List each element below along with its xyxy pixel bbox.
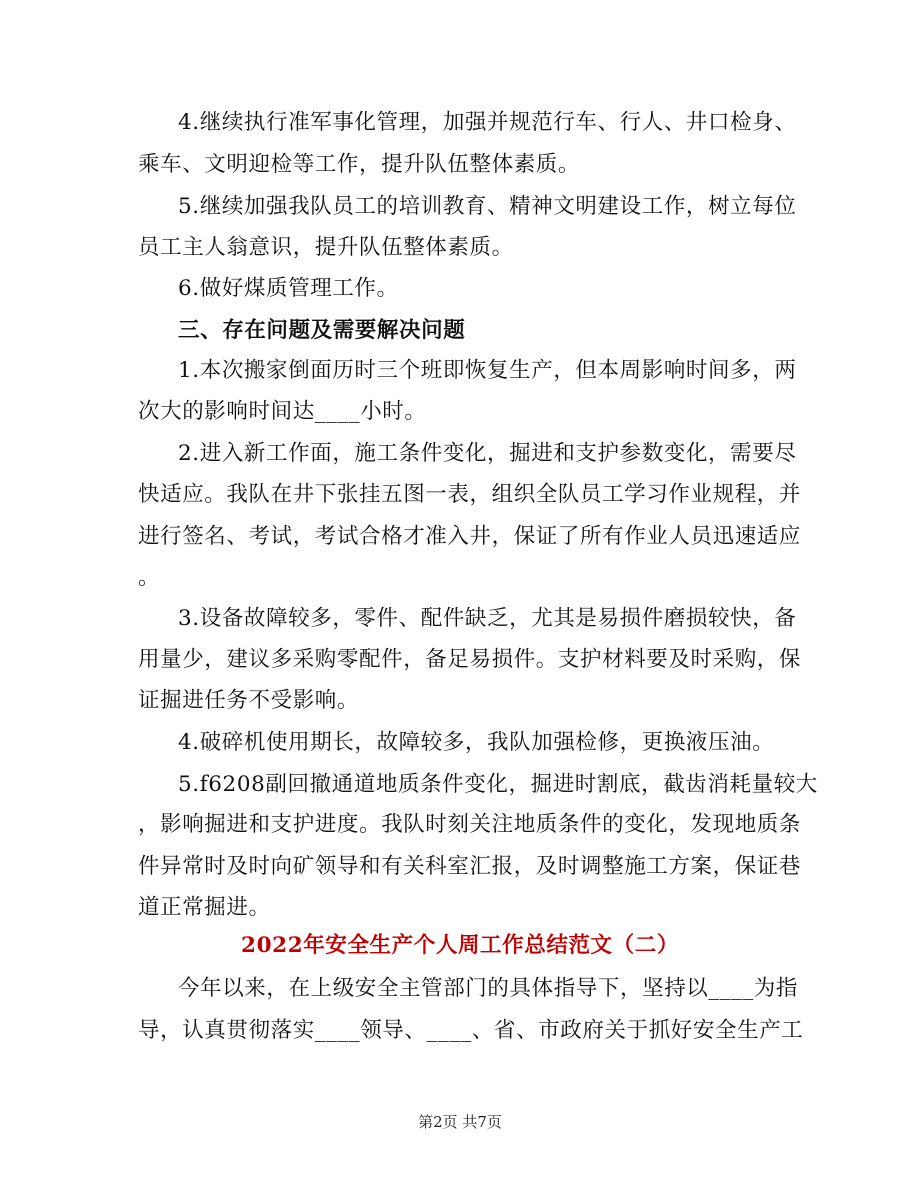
problem-3-line-1: 3.设备故障较多，零件、配件缺乏，尤其是易损件磨损较快，备 bbox=[178, 606, 797, 631]
problem-5-line-1: 5.f6208副回撤通道地质条件变化，掘进时割底，截齿消耗量较大 bbox=[178, 772, 818, 797]
item-5-line-2: 员工主人翁意识，提升队伍整体素质。 bbox=[138, 235, 514, 260]
problem-3-line-3: 证掘进任务不受影响。 bbox=[138, 688, 360, 713]
problem-5-line-2: ，影响掘进和支护进度。我队时刻关注地质条件的变化，发现地质条 bbox=[138, 812, 802, 837]
item-5-line-1: 5.继续加强我队员工的培训教育、精神文明建设工作，树立每位 bbox=[178, 194, 797, 219]
problem-2-line-3: 进行签名、考试，考试合格才准入井，保证了所有作业人员迅速适应 bbox=[138, 524, 802, 549]
item-4-line-1: 4.继续执行准军事化管理，加强并规范行车、行人、井口检身、 bbox=[178, 110, 797, 135]
problem-4-line-1: 4.破碎机使用期长，故障较多，我队加强检修，更换液压油。 bbox=[178, 730, 775, 755]
problem-2-line-2: 快适应。我队在井下张挂五图一表，组织全队员工学习作业规程，并 bbox=[138, 482, 802, 507]
intro-line-2: 导，认真贯彻落实____领导、____、省、市政府关于抓好安全生产工 bbox=[138, 1018, 804, 1043]
problem-5-line-4: 道正常掘进。 bbox=[138, 895, 271, 920]
problem-1-line-2: 次大的影响时间达____小时。 bbox=[138, 399, 427, 424]
problem-5-line-3: 件异常时及时向矿领导和有关科室汇报，及时调整施工方案，保证巷 bbox=[138, 854, 802, 879]
problem-2-line-4: 。 bbox=[138, 565, 161, 590]
problem-2-line-1: 2.进入新工作面，施工条件变化，掘进和支护参数变化，需要尽 bbox=[178, 441, 797, 466]
item-6-line-1: 6.做好煤质管理工作。 bbox=[178, 276, 399, 301]
document-title: 2022年安全生产个人周工作总结范文（二） bbox=[241, 933, 679, 958]
page-number-footer: 第2页 共7页 bbox=[418, 1113, 502, 1131]
section-heading: 三、存在问题及需要解决问题 bbox=[178, 318, 466, 343]
problem-3-line-2: 用量少，建议多采购零配件，备足易损件。支护材料要及时采购，保 bbox=[138, 647, 802, 672]
problem-1-line-1: 1.本次搬家倒面历时三个班即恢复生产，但本周影响时间多，两 bbox=[178, 358, 797, 383]
item-4-line-2: 乘车、文明迎检等工作，提升队伍整体素质。 bbox=[138, 152, 581, 177]
intro-line-1: 今年以来，在上级安全主管部门的具体指导下，坚持以____为指 bbox=[178, 976, 799, 1001]
